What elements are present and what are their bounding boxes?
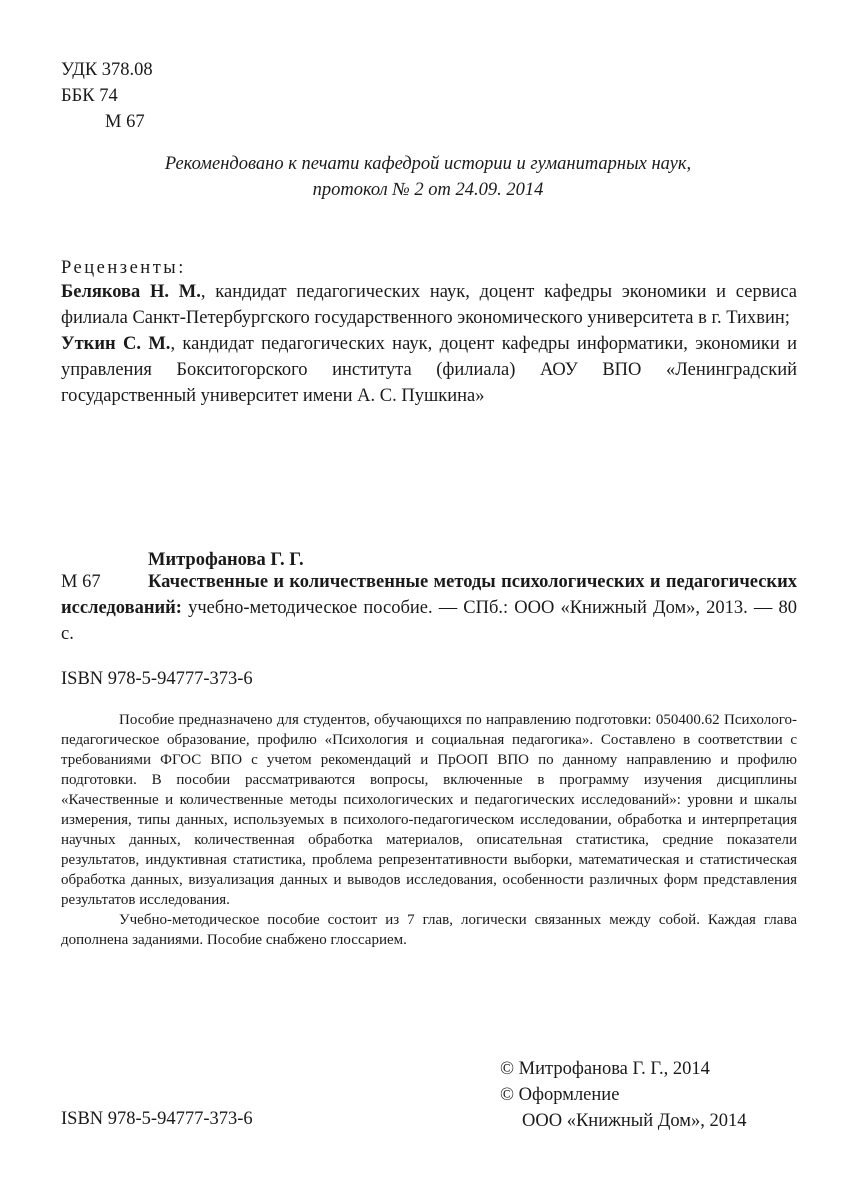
classification-block — [61, 57, 153, 135]
reviewer-entry — [61, 279, 797, 331]
recommendation-line-2: протокол № 2 от 24.09. 2014 — [312, 180, 544, 200]
abstract-paragraph: Учебно-методическое пособие состоит из 7 глав, логически связанных между собой. Каждая глава дополнена заданиями. Пособие снабжено глоссарием. — [61, 912, 797, 948]
recommendation-line-1: Рекомендовано к печати кафедрой истории и гуманитарных наук, — [164, 154, 692, 174]
udk-code: УДК 378.08 — [61, 60, 153, 80]
bibliography-code: М 67 — [61, 572, 101, 592]
reviewer-description: , кандидат педагогических наук, доцент кафедры экономики и сервиса филиала Санкт-Петербургского государственного экономического университета в г. Тихвин; — [61, 282, 797, 328]
abstract — [61, 710, 797, 950]
author-mark: М 67 — [105, 112, 145, 132]
isbn-footer: ISBN 978-5-94777-373-6 — [61, 1109, 253, 1129]
bibliography-author: Митрофанова Г. Г. — [148, 550, 304, 570]
reviewer-entry — [61, 331, 797, 409]
book-details: учебно-методическое пособие. — СПб.: ООО «Книжный Дом», 2013. — 80 с. — [61, 598, 797, 644]
abstract-paragraph: Пособие предназначено для студентов, обучающихся по направлению подготовки: 050400.62 Психолого-педагогическое образование, профилю «Психология и социальная педагогика». Составлено в соответствии с требованиями ФГОС ВПО с учетом рекомендаций и ПрООП ВПО по данному направлению и профилю подготовки. В пособии рассматриваются вопросы, включенные в программу изучения дисциплины «Качественные и количественные методы психологических и педагогических исследований»: уровни и шкалы измерения, типы данных, используемых в психолого-педагогическом исследовании, обработка и интерпретация научных данных, количественная обработка материалов, описательная статистика, средние показатели результатов, индуктивная статистика, проблема репрезентативности выборки, математическая и статистическая обработка данных, визуализация данных и выводов исследования, особенности различных форм представления результатов исследования. — [61, 712, 797, 908]
reviewer-name: Белякова Н. М. — [61, 282, 201, 302]
copyright-block — [500, 1056, 790, 1134]
book-title: Качественные и количественные методы психологических и педагогических исследований: — [61, 572, 797, 618]
bbk-code: ББК 74 — [61, 86, 118, 106]
copyright-author: © Митрофанова Г. Г., 2014 — [500, 1059, 710, 1079]
reviewer-description: , кандидат педагогических наук, доцент кафедры информатики, экономики и управления Бокситогорского института (филиала) АОУ ВПО «Ленинградский государственный университет имени А. С. Пушкина» — [61, 334, 797, 406]
isbn: ISBN 978-5-94777-373-6 — [61, 669, 253, 689]
reviewers-list — [61, 279, 797, 409]
copyright-publisher: ООО «Книжный Дом», 2014 — [522, 1111, 747, 1131]
reviewer-name: Уткин С. М. — [61, 334, 171, 354]
copyright-design-label: © Оформление — [500, 1085, 620, 1105]
bibliography-entry — [61, 569, 797, 647]
reviewers-title: Рецензенты: — [61, 258, 186, 278]
recommendation — [90, 151, 766, 203]
